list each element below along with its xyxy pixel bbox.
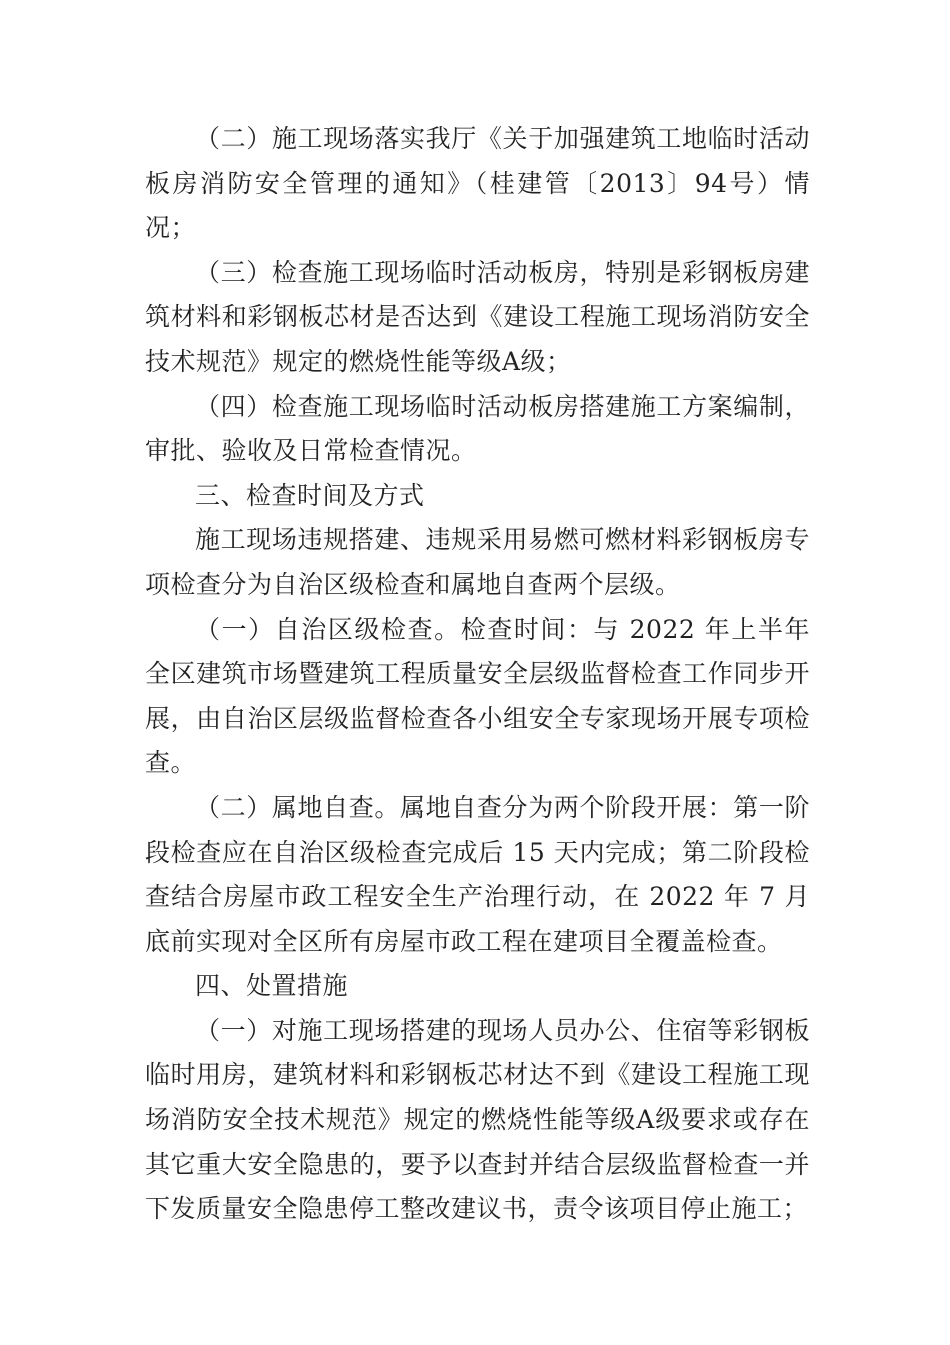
paragraph-measure-1: （一）对施工现场搭建的现场人员办公、住宿等彩钢板临时用房，建筑材料和彩钢板芯材达不到《建设工程施工现场消防安全技术规范》规定的燃烧性能等级A级要求或存在其它重大安全隐患的，要予以查封并结合层级监督检查一并下发质量安全隐患停工整改建议书，责令该项目停止施工； bbox=[145, 1015, 810, 1224]
paragraph-item-3: （三）检查施工现场临时活动板房，特别是彩钢板房建筑材料和彩钢板芯材是否达到《建设工程施工现场消防安全技术规范》规定的燃烧性能等级A级； bbox=[145, 257, 810, 376]
section-heading-3: 三、检查时间及方式 bbox=[195, 480, 425, 510]
section-heading-4: 四、处置措施 bbox=[195, 971, 349, 1001]
document-body bbox=[145, 117, 810, 1232]
paragraph-item-4: （四）检查施工现场临时活动板房搭建施工方案编制，审批、验收及日常检查情况。 bbox=[145, 391, 810, 466]
paragraph-section-3-intro: 施工现场违规搭建、违规采用易燃可燃材料彩钢板房专项检查分为自治区级检查和属地自查两个层级。 bbox=[145, 525, 810, 599]
paragraph-regional-check: （一）自治区级检查。检查时间：与 2022 年上半年全区建筑市场暨建筑工程质量安全层级监督检查工作同步开展，由自治区层级监督检查各小组安全专家现场开展专项检查。 bbox=[145, 614, 810, 778]
paragraph-local-self-check: （二）属地自查。属地自查分为两个阶段开展：第一阶段检查应在自治区级检查完成后 15 天内完成；第二阶段检查结合房屋市政工程安全生产治理行动，在 2022 年 7 月底前实现对全区所有房屋市政工程在建项目全覆盖检查。 bbox=[145, 792, 810, 956]
paragraph-item-2: （二）施工现场落实我厅《关于加强建筑工地临时活动板房消防安全管理的通知》（桂建管〔2013〕94号）情况； bbox=[145, 124, 810, 243]
